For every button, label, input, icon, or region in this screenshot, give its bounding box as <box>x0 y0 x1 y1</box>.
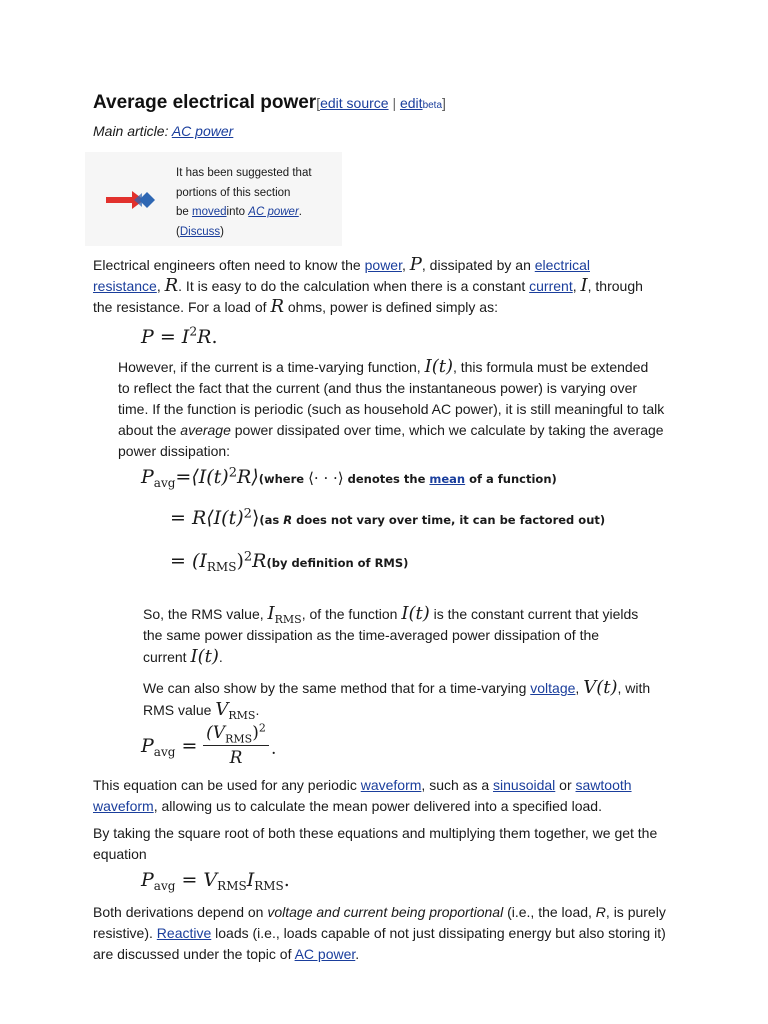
discuss-paren-close: ) <box>220 225 224 238</box>
eq4-equals: = <box>175 869 204 891</box>
eq2-P: P <box>141 466 154 488</box>
eq2-r2-tail: ⟩ <box>251 507 260 529</box>
electrical-resistance-link[interactable]: electrical <box>534 257 590 273</box>
eq2-r1-note-text: (where <box>258 472 309 486</box>
para-7-text: resistive). <box>93 925 157 941</box>
eq4-end: . <box>283 869 290 891</box>
para-7-line-1 <box>93 902 666 923</box>
para-7-text: , is purely <box>605 904 666 920</box>
eq3-fraction <box>203 722 269 768</box>
eq2-r2-note-text: (as <box>259 513 284 527</box>
para-2-text: about the <box>118 422 181 438</box>
para-7-emphasis: R <box>595 904 606 920</box>
sawtooth-waveform-link[interactable]: waveform <box>93 798 154 814</box>
eq2-r3-sub: RMS <box>206 560 237 575</box>
eq4-avg: avg <box>153 879 176 894</box>
para-3 <box>143 603 638 668</box>
discuss-paren-open: ( <box>176 225 180 238</box>
para-7-line-3 <box>93 944 666 965</box>
para-3-text: current <box>143 649 191 665</box>
merge-period: . <box>298 206 302 218</box>
eq1-equals: = <box>153 326 182 348</box>
eq2-r3-close: ) <box>236 550 244 572</box>
eq2-avg: avg <box>153 476 176 491</box>
merge-suggestion-box <box>85 152 342 246</box>
eq2-r3-rhs: = (I <box>170 550 207 572</box>
para-3-text: , of the function <box>301 606 402 622</box>
eq2-r2-note-R: R <box>283 513 293 527</box>
eq3-num: (V <box>206 723 226 743</box>
para-1-text: , <box>401 257 410 273</box>
moved-link[interactable]: moved <box>192 206 227 218</box>
para-4-line-1 <box>143 677 650 699</box>
equation-average-power-row-1 <box>141 465 557 491</box>
eq2-r1-note-text: denotes the <box>343 472 430 486</box>
electrical-resistance-link[interactable]: resistance <box>93 278 157 294</box>
para-4-text: , <box>575 680 584 696</box>
math-I-of-t: I(t) <box>424 356 453 377</box>
edit-bracket-open: [ <box>316 95 321 111</box>
eq3-num-sub: RMS <box>225 732 253 746</box>
sawtooth-waveform-link[interactable]: sawtooth <box>575 777 632 793</box>
eq1-R: R <box>197 326 212 348</box>
math-I-rms-sub: RMS <box>274 612 302 626</box>
para-2-line-5: power dissipation: <box>118 443 231 459</box>
eq4-I-sub: RMS <box>254 879 284 894</box>
para-5-line-1 <box>93 775 632 796</box>
eq2-r2-rhs: = R⟨I(t) <box>170 507 244 529</box>
eq2-r2-exp: 2 <box>243 506 252 522</box>
eq2-r2-note <box>259 513 605 527</box>
eq3-end: . <box>271 739 277 759</box>
para-6-line-2: equation <box>93 846 147 862</box>
para-7-line-2 <box>93 923 666 944</box>
para-3-text: So, the RMS value, <box>143 606 268 622</box>
sinusoidal-link[interactable]: sinusoidal <box>493 777 556 793</box>
para-2-line-3: time. If the function is periodic (such as household AC power), it is still meaningful to talk <box>118 401 665 417</box>
eq2-r3-exp: 2 <box>243 549 253 565</box>
para-6-line-1: By taking the square root of both these equations and multiplying them together, we get the <box>93 825 658 841</box>
para-4-text: , with <box>617 680 651 696</box>
merge-line-2: portions of this section <box>176 186 291 199</box>
para-7-text: loads (i.e., loads capable of not just dissipating energy but also storing it) <box>211 925 666 941</box>
para-7-text: are discussed under the topic of <box>93 946 295 962</box>
para-4-text: . <box>255 702 260 718</box>
para-3-text: . <box>218 649 223 665</box>
math-P: P <box>409 254 422 275</box>
eq4-V-sub: RMS <box>217 879 247 894</box>
para-2-line-4 <box>118 420 664 441</box>
eq2-r1-rhs: ⟨I(t) <box>191 466 229 488</box>
math-I-of-t: I(t) <box>401 603 430 624</box>
para-1-text: , <box>156 278 165 294</box>
para-6 <box>93 823 657 865</box>
waveform-link[interactable]: waveform <box>360 777 422 793</box>
para-5-text: , such as a <box>421 777 494 793</box>
para-1-text: , dissipated by an <box>421 257 535 273</box>
para-1-line-1 <box>93 254 590 276</box>
mean-link[interactable]: mean <box>429 472 466 486</box>
equation-average-power-row-3 <box>170 549 409 575</box>
equation-power <box>141 326 218 349</box>
eq3-num-exp: 2 <box>258 721 266 735</box>
eq2-equals: = <box>175 466 192 488</box>
para-7-emphasis: voltage and current being proportional <box>267 904 504 920</box>
para-1-text: , <box>572 278 581 294</box>
merge-line-3 <box>176 203 312 223</box>
eq2-r3-note: (by definition of RMS) <box>266 556 409 570</box>
main-article-note <box>93 121 233 142</box>
para-1-text: the resistance. For a load of <box>93 299 271 315</box>
math-V-of-t: V(t) <box>583 677 618 698</box>
current-link[interactable]: current <box>529 278 573 294</box>
eq2-r1-note <box>258 469 557 487</box>
eq3-denominator: R <box>229 748 243 768</box>
reactive-link[interactable]: Reactive <box>156 925 212 941</box>
eq2-r2-note-text: does not vary over time, it can be factored out) <box>292 513 606 527</box>
para-1-text: . It is easy to do the calculation when there is a constant <box>178 278 530 294</box>
ac-power-link[interactable]: AC power <box>294 946 356 962</box>
eq3-equals: = <box>175 735 198 757</box>
para-1-text: , through <box>587 278 643 294</box>
para-4-text: We can also show by the same method that for a time-varying <box>143 680 531 696</box>
para-2 <box>118 356 664 462</box>
merge-suggestion-text <box>176 164 312 242</box>
main-article-link[interactable]: AC power <box>171 123 234 139</box>
para-5-line-2 <box>93 796 632 817</box>
para-4-line-2 <box>143 699 650 721</box>
merge-be: be <box>176 206 192 218</box>
merge-line-4 <box>176 223 312 243</box>
eq1-I: I <box>181 326 190 348</box>
para-2-text: power dissipated over time, which we calculate by taking the average <box>230 422 664 438</box>
para-1-text: Electrical engineers often need to know the <box>93 257 365 273</box>
section-heading <box>93 92 446 114</box>
para-5-text: , allowing us to calculate the mean power delivered into a specified load. <box>153 798 602 814</box>
eq2-r1-note-text: of a function) <box>465 472 557 486</box>
math-V-rms-sub: RMS <box>228 708 256 722</box>
para-7-text: Both derivations depend on <box>93 904 268 920</box>
power-link[interactable]: power <box>364 257 402 273</box>
discuss-link[interactable]: Discuss <box>179 225 221 238</box>
eq2-r1-exp: 2 <box>228 465 238 481</box>
math-I-of-t: I(t) <box>190 646 219 667</box>
math-I: I <box>580 275 588 296</box>
merge-line-1: It has been suggested that <box>176 167 312 179</box>
eq4-P: P <box>141 869 154 891</box>
eq3-numerator <box>203 722 269 744</box>
merge-into: into <box>226 206 249 218</box>
para-3-line-3 <box>143 646 638 668</box>
main-article-prefix: Main article: <box>93 123 172 139</box>
eq2-r3-tail: R <box>252 550 267 572</box>
edit-bracket-close: ] <box>442 95 446 111</box>
para-2-text: However, if the current is a time-varying function, <box>118 359 425 375</box>
math-R: R <box>164 275 179 296</box>
beta-label: beta <box>422 100 443 111</box>
eq1-end: . <box>211 326 218 348</box>
para-2-line-1 <box>118 356 664 378</box>
eq1-exp: 2 <box>189 324 198 339</box>
math-R: R <box>270 296 284 317</box>
para-1-text: ohms, power is defined simply as: <box>284 299 498 315</box>
para-4-text: RMS value <box>143 702 216 718</box>
para-3-line-2: the same power dissipation as the time-averaged power dissipation of the <box>143 627 600 643</box>
para-5 <box>93 775 632 817</box>
eq3-avg: avg <box>153 745 176 760</box>
edit-link[interactable]: edit <box>399 95 423 111</box>
para-3-line-1 <box>143 603 638 625</box>
merge-target-link[interactable]: AC power <box>248 206 299 218</box>
math-V-rms: V <box>215 699 229 720</box>
para-5-text: This equation can be used for any periodic <box>93 777 361 793</box>
para-1-line-2 <box>93 275 643 297</box>
para-3-text: is the constant current that yields <box>429 606 639 622</box>
para-5-text: or <box>555 777 576 793</box>
equation-product <box>141 869 290 894</box>
merge-arrows-icon <box>106 188 158 212</box>
eq1-P: P <box>141 326 154 348</box>
para-2-line-2: to reflect the fact that the current (and thus the instantaneous power) is varying over <box>118 380 638 396</box>
section-title: Average electrical power <box>93 92 317 113</box>
eq2-r1-tail: R⟩ <box>237 466 259 488</box>
para-2-text: , this formula must be extended <box>452 359 649 375</box>
para-7-text: (i.e., the load, <box>503 904 596 920</box>
edit-separator: | <box>388 95 400 111</box>
eq3-P: P <box>141 735 154 757</box>
para-7 <box>93 902 666 965</box>
eq4-I: I <box>246 869 255 891</box>
para-7-text: . <box>355 946 360 962</box>
edit-source-link[interactable]: edit source <box>320 95 389 111</box>
para-2-emphasis: average <box>180 422 231 438</box>
voltage-link[interactable]: voltage <box>530 680 576 696</box>
para-1-line-3 <box>93 296 498 318</box>
math-I-rms: I <box>267 603 275 624</box>
para-4 <box>143 677 650 721</box>
eq3-num-close: ) <box>252 723 259 743</box>
equation-average-power-row-2 <box>170 507 605 529</box>
eq2-r1-note-math: ⟨· · ·⟩ <box>308 469 344 487</box>
eq4-V: V <box>203 869 218 891</box>
